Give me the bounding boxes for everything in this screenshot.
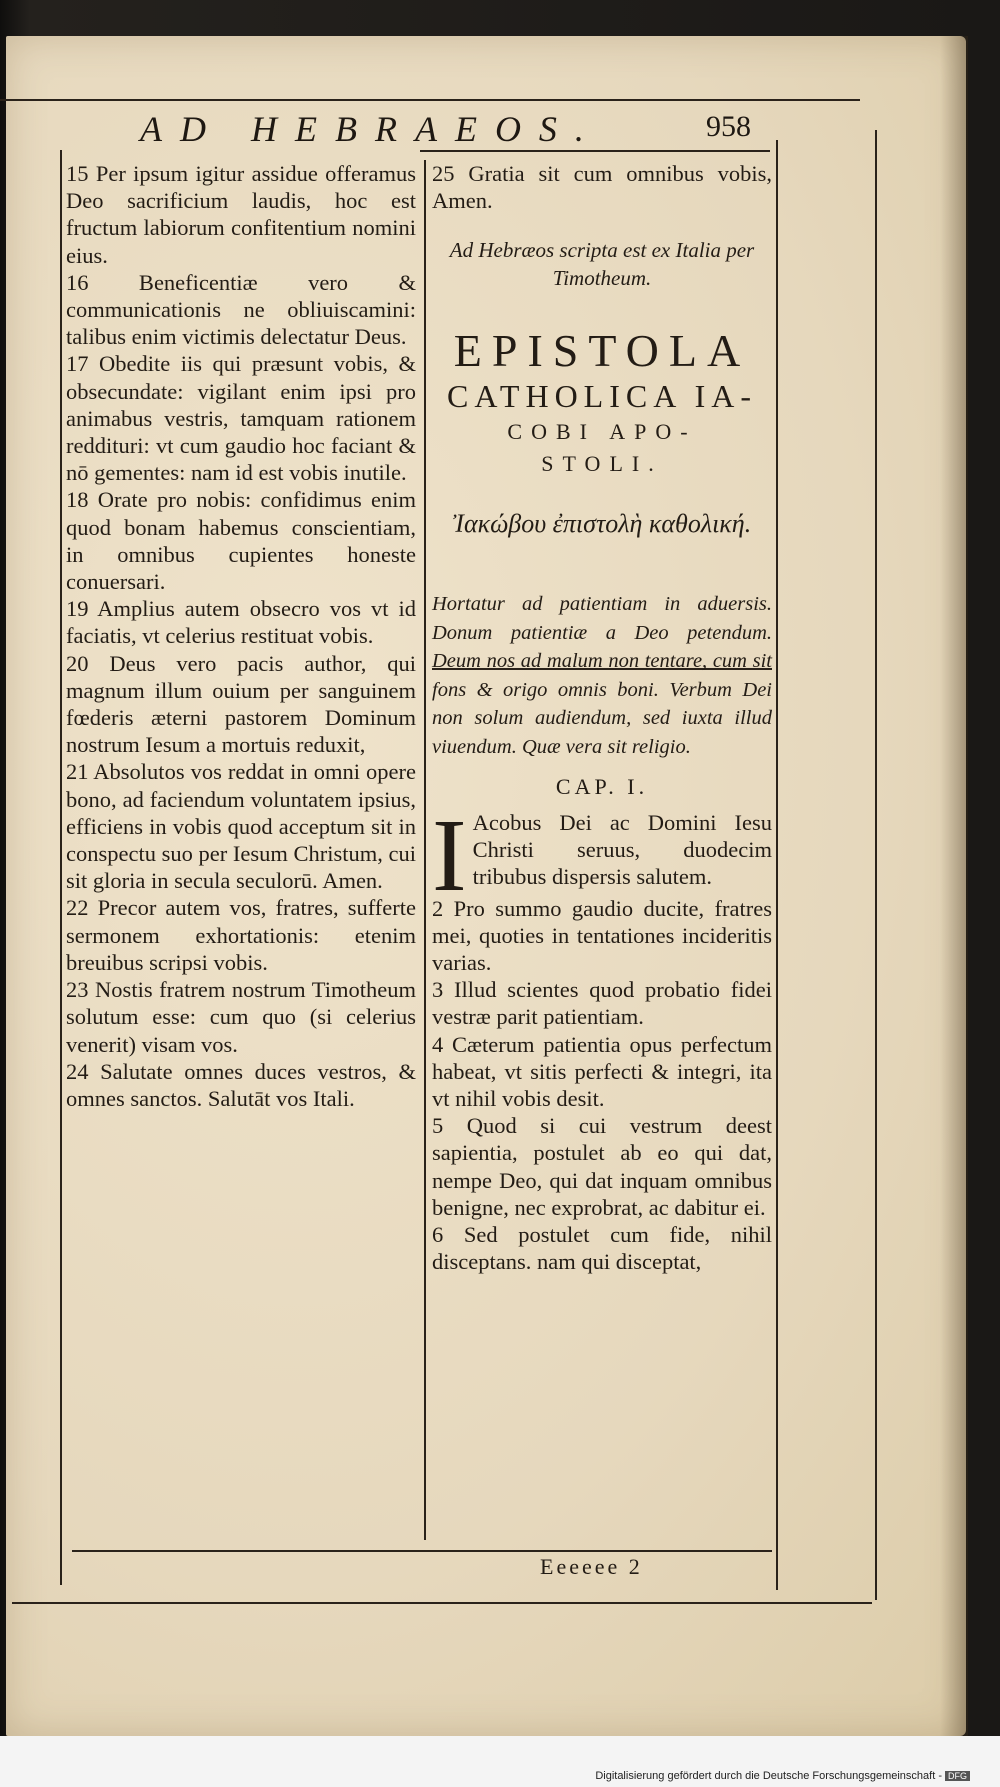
chapter-argument: Hortatur ad patientiam in aduersis. Donum patientiæ a Deo petendum. Deum nos ad malum non tentare, cum sit fons & origo omnis boni. Verbum Dei non solum audiendum, sed iuxta illud viuendum. Quæ vera sit religio. [432,593,772,758]
left-column [66,160,416,1112]
verse-3: 3 Illud scientes quod probatio fidei vestræ parit patientiam. [432,977,772,1030]
right-column [432,160,772,1275]
epistle-title-line1: EPISTOLA [453,325,751,377]
verse-17: 17 Obedite iis qui præsunt vobis, & obsecundate: vigilant enim ipsi pro animabus vestris, tamquam rationem reddituri: vt cum gaudio hoc faciant & nō gementes: nam id est vobis inutile. [66,351,416,486]
verse-1-text: Acobus Dei ac Domini Iesu Christi seruus, duodecim tribubus dispersis salutem. [472,809,772,890]
epistle-title-line3: COBI APO- [507,419,697,445]
verse-23: 23 Nostis fratrem nostrum Timotheum solutum esse: cum quo (si celerius venerit) visam vos. [66,977,416,1057]
signature-mark: Eeeeee 2 [540,1554,643,1579]
top-rule [0,99,860,101]
verse-6: 6 Sed postulet cum fide, nihil disceptans. nam qui disceptat, [432,1222,772,1275]
outer-right-rule [875,130,877,1600]
page-number: 958 [706,110,751,143]
subscription: Ad Hebræos scripta est ex Italia per Timotheum. [449,238,755,291]
center-column-rule [424,160,426,1540]
running-head: AD HEBRAEOS. [140,109,602,149]
bottom-page-rule [12,1602,872,1604]
left-border-rule [60,150,62,1585]
right-border-rule [776,140,778,1590]
head-rule [420,150,770,152]
chapter-heading: CAP. I. [555,774,649,800]
verse-21: 21 Absolutos vos reddat in omni opere bono, ad faciendum voluntatem ipsius, efficiens in vobis quod acceptum sit in conspectu suo per Iesum Christum, cui sit gloria in secula seculorū. Amen. [66,759,416,894]
verse-20: 20 Deus vero pacis author, qui magnum illum ouium per sanguinem fœderis æterni pastorem Dominum nostrum Iesum a mortuis reduxit, [66,650,416,758]
greek-title: Ἰακώβου ἐπιστολὴ καθολική. [452,509,752,539]
verse-5: 5 Quod si cui vestrum deest sapientia, postulet ab eo qui dat, nempe Deo, qui dat inquam omnibus benigne, nec exprobrat, ac dabitur ei. [432,1113,772,1220]
verse-22: 22 Precor autem vos, fratres, sufferte sermonem exhortationis: etenim breuibus scripsi vobis. [66,895,416,975]
bottom-text-rule [72,1550,772,1552]
verse-16: 16 Beneficentiæ vero & communicationis ne obliuiscamini: talibus enim victimis delectatur Deus. [66,269,416,350]
verse-4: 4 Cæterum patientia opus perfectum habeat, vt sitis perfecti & integri, ita vt nihil vobis desit. [432,1031,772,1112]
verse-1 [432,797,772,913]
verse-19: 19 Amplius autem obsecro vos vt id faciatis, vt celerius restituat vobis. [66,596,416,649]
verse-15: 15 Per ipsum igitur assidue offeramus Deo sacrificium laudis, hoc est fructum labiorum confitentium nomini eius. [66,161,416,268]
epistle-title-line2: CATHOLICA IA- [447,378,757,415]
verse-2: 2 Pro summo gaudio ducite, fratres mei, quoties in tentationes incideritis varias. [432,895,772,976]
verse-25: 25 Gratia sit cum omnibus vobis, Amen. [432,161,772,214]
page-edge-shadow [940,36,968,1736]
dfg-logo: DFG [945,1771,970,1781]
footer-credit [595,1770,970,1782]
verse-24: 24 Salutate omnes duces vestros, & omnes sanctos. Salutāt vos Itali. [66,1058,416,1111]
footer-credit-text: Digitalisierung gefördert durch die Deutsche Forschungsgemeinschaft - [595,1770,942,1782]
verse-18: 18 Orate pro nobis: confidimus enim quod bonam habemus conscientiam, in omnibus cupientes honeste conuersari. [66,487,416,595]
drop-cap: I [432,797,467,913]
epistle-title-line4: STOLI. [541,451,663,477]
